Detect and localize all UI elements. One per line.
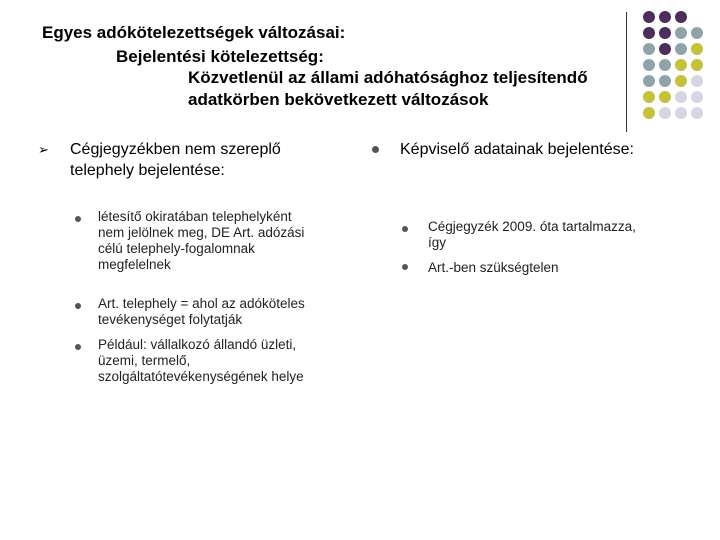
bullet-dot-icon [75,216,81,222]
decorative-dot [643,43,655,55]
divider-line [626,12,627,132]
decorative-dot [675,91,687,103]
decorative-dot [675,75,687,87]
decorative-dot [643,107,655,119]
right-item-1-line-2: így [428,235,447,250]
left-item-2-line-2: tevékenységet folytatják [98,312,243,327]
bullet-dot-icon [402,226,408,232]
title-line-2: Bejelentési kötelezettség: [116,47,324,66]
decorative-dot [643,11,655,23]
decorative-dot [659,59,671,71]
right-item-1-line-1: Cégjegyzék 2009. óta tartalmazza, [428,219,636,234]
left-heading-line-1: Cégjegyzékben nem szereplő [70,141,281,158]
left-item-1-line-2: nem jelölnek meg, DE Art. adózási [98,225,305,240]
left-item-3-line-1: Például: vállalkozó állandó üzleti, [98,337,297,352]
decorative-dot [643,91,655,103]
decorative-dot [691,27,703,39]
decorative-dot [675,107,687,119]
decorative-dot [691,91,703,103]
left-item-3-line-3: szolgáltatótevékenységének helye [98,369,304,384]
decorative-dot [659,91,671,103]
left-item-1-line-3: célú telephely-fogalomnak [98,241,255,256]
right-heading: Képviselő adatainak bejelentése: [400,141,634,158]
right-item-2-line-1: Art.-ben szükségtelen [428,260,559,275]
title-line-3: Közvetlenül az állami adóhatósághoz teljesítendő [188,68,588,87]
bullet-dot-icon [402,264,408,270]
left-item-2-line-1: Art. telephely = ahol az adóköteles [98,296,305,311]
left-item-1-line-1: létesítő okiratában telephelyként [98,209,292,224]
title-line-1: Egyes adókötelezettségek változásai: [42,23,346,42]
bullet-dot-icon [75,303,81,309]
decorative-dot [691,107,703,119]
decorative-dot [691,59,703,71]
left-heading-line-2: telephely bejelentése: [70,162,225,179]
left-item-1-line-4: megfelelnek [98,257,171,272]
bullet-dot-icon [75,344,81,350]
decorative-dot [691,75,703,87]
decorative-dot [643,27,655,39]
left-item-3-line-2: üzemi, termelő, [98,353,191,368]
decorative-dot [675,43,687,55]
decorative-dot [691,43,703,55]
decorative-dot [643,59,655,71]
decorative-dot [659,11,671,23]
decorative-dot [659,43,671,55]
arrow-bullet-icon: ➢ [38,142,49,157]
decorative-dot [659,107,671,119]
decorative-dot [659,27,671,39]
decorative-dot [643,75,655,87]
bullet-dot-icon [372,146,379,153]
decorative-dot [675,27,687,39]
decorative-dot [659,75,671,87]
decorative-dot [675,11,687,23]
title-line-4: adatkörben bekövetkezett változások [188,90,489,109]
decorative-dot [675,59,687,71]
